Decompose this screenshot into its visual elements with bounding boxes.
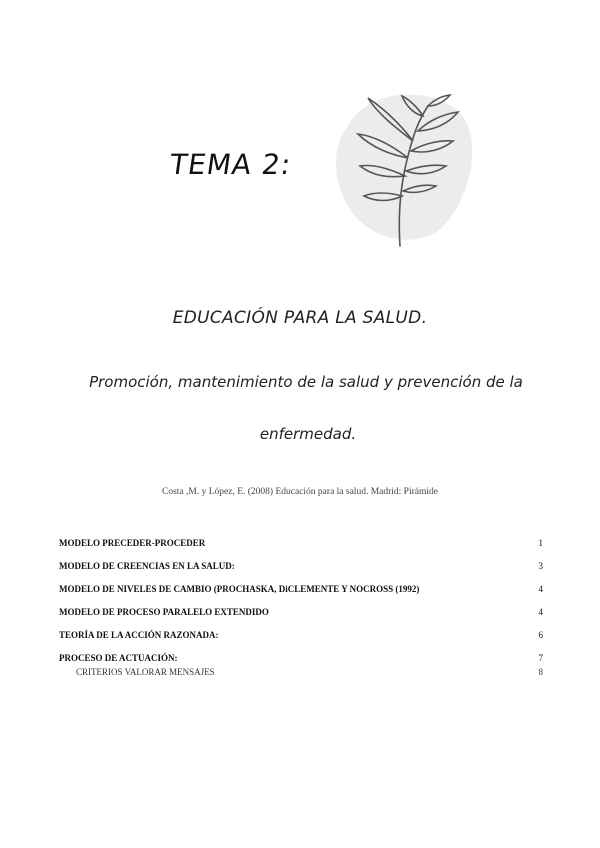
toc-entry-title: TEORÍA DE LA ACCIÓN RAZONADA: — [59, 630, 219, 640]
toc-entry-title: PROCESO DE ACTUACIÓN: — [59, 653, 178, 663]
toc-entry-page: 8 — [538, 667, 543, 677]
toc-entry-page: 6 — [538, 630, 543, 640]
table-of-contents — [59, 538, 543, 681]
toc-entry-title: MODELO DE PROCESO PARALELO EXTENDIDO — [59, 607, 269, 617]
toc-entry-page: 4 — [538, 607, 543, 617]
toc-entry-page: 1 — [538, 538, 543, 548]
topic-number-heading: TEMA 2: — [167, 148, 294, 181]
document-subtitle-line-1: Promoción, mantenimiento de la salud y prevención de la — [89, 373, 523, 391]
toc-entry-page: 3 — [538, 561, 543, 571]
leaf-branch-icon — [318, 86, 478, 256]
document-subtitle-line-2: enfermedad. — [259, 425, 357, 443]
document-title: EDUCACIÓN PARA LA SALUD. — [172, 308, 428, 328]
toc-entry-title: MODELO DE NIVELES DE CAMBIO (PROCHASKA, DiCLEMENTE Y NOCROSS (1992) — [59, 584, 420, 594]
toc-entry-proceso-paralelo[interactable] — [59, 607, 543, 630]
toc-entry-creencias-salud[interactable] — [59, 561, 543, 584]
toc-entry-title: CRITERIOS VALORAR MENSAJES — [76, 667, 215, 677]
toc-entry-title: MODELO PRECEDER-PROCEDER — [59, 538, 206, 548]
toc-entry-page: 4 — [538, 584, 543, 594]
toc-entry-accion-razonada[interactable] — [59, 630, 543, 653]
toc-entry-preceder-proceder[interactable] — [59, 538, 543, 561]
toc-entry-niveles-cambio[interactable] — [59, 584, 543, 607]
toc-entry-page: 7 — [538, 653, 543, 663]
toc-entry-title: MODELO DE CREENCIAS EN LA SALUD: — [59, 561, 235, 571]
toc-subentry-criterios[interactable] — [59, 667, 543, 681]
citation-reference: Costa ,M. y López, E. (2008) Educación para la salud. Madrid: Pirámide — [162, 487, 438, 497]
